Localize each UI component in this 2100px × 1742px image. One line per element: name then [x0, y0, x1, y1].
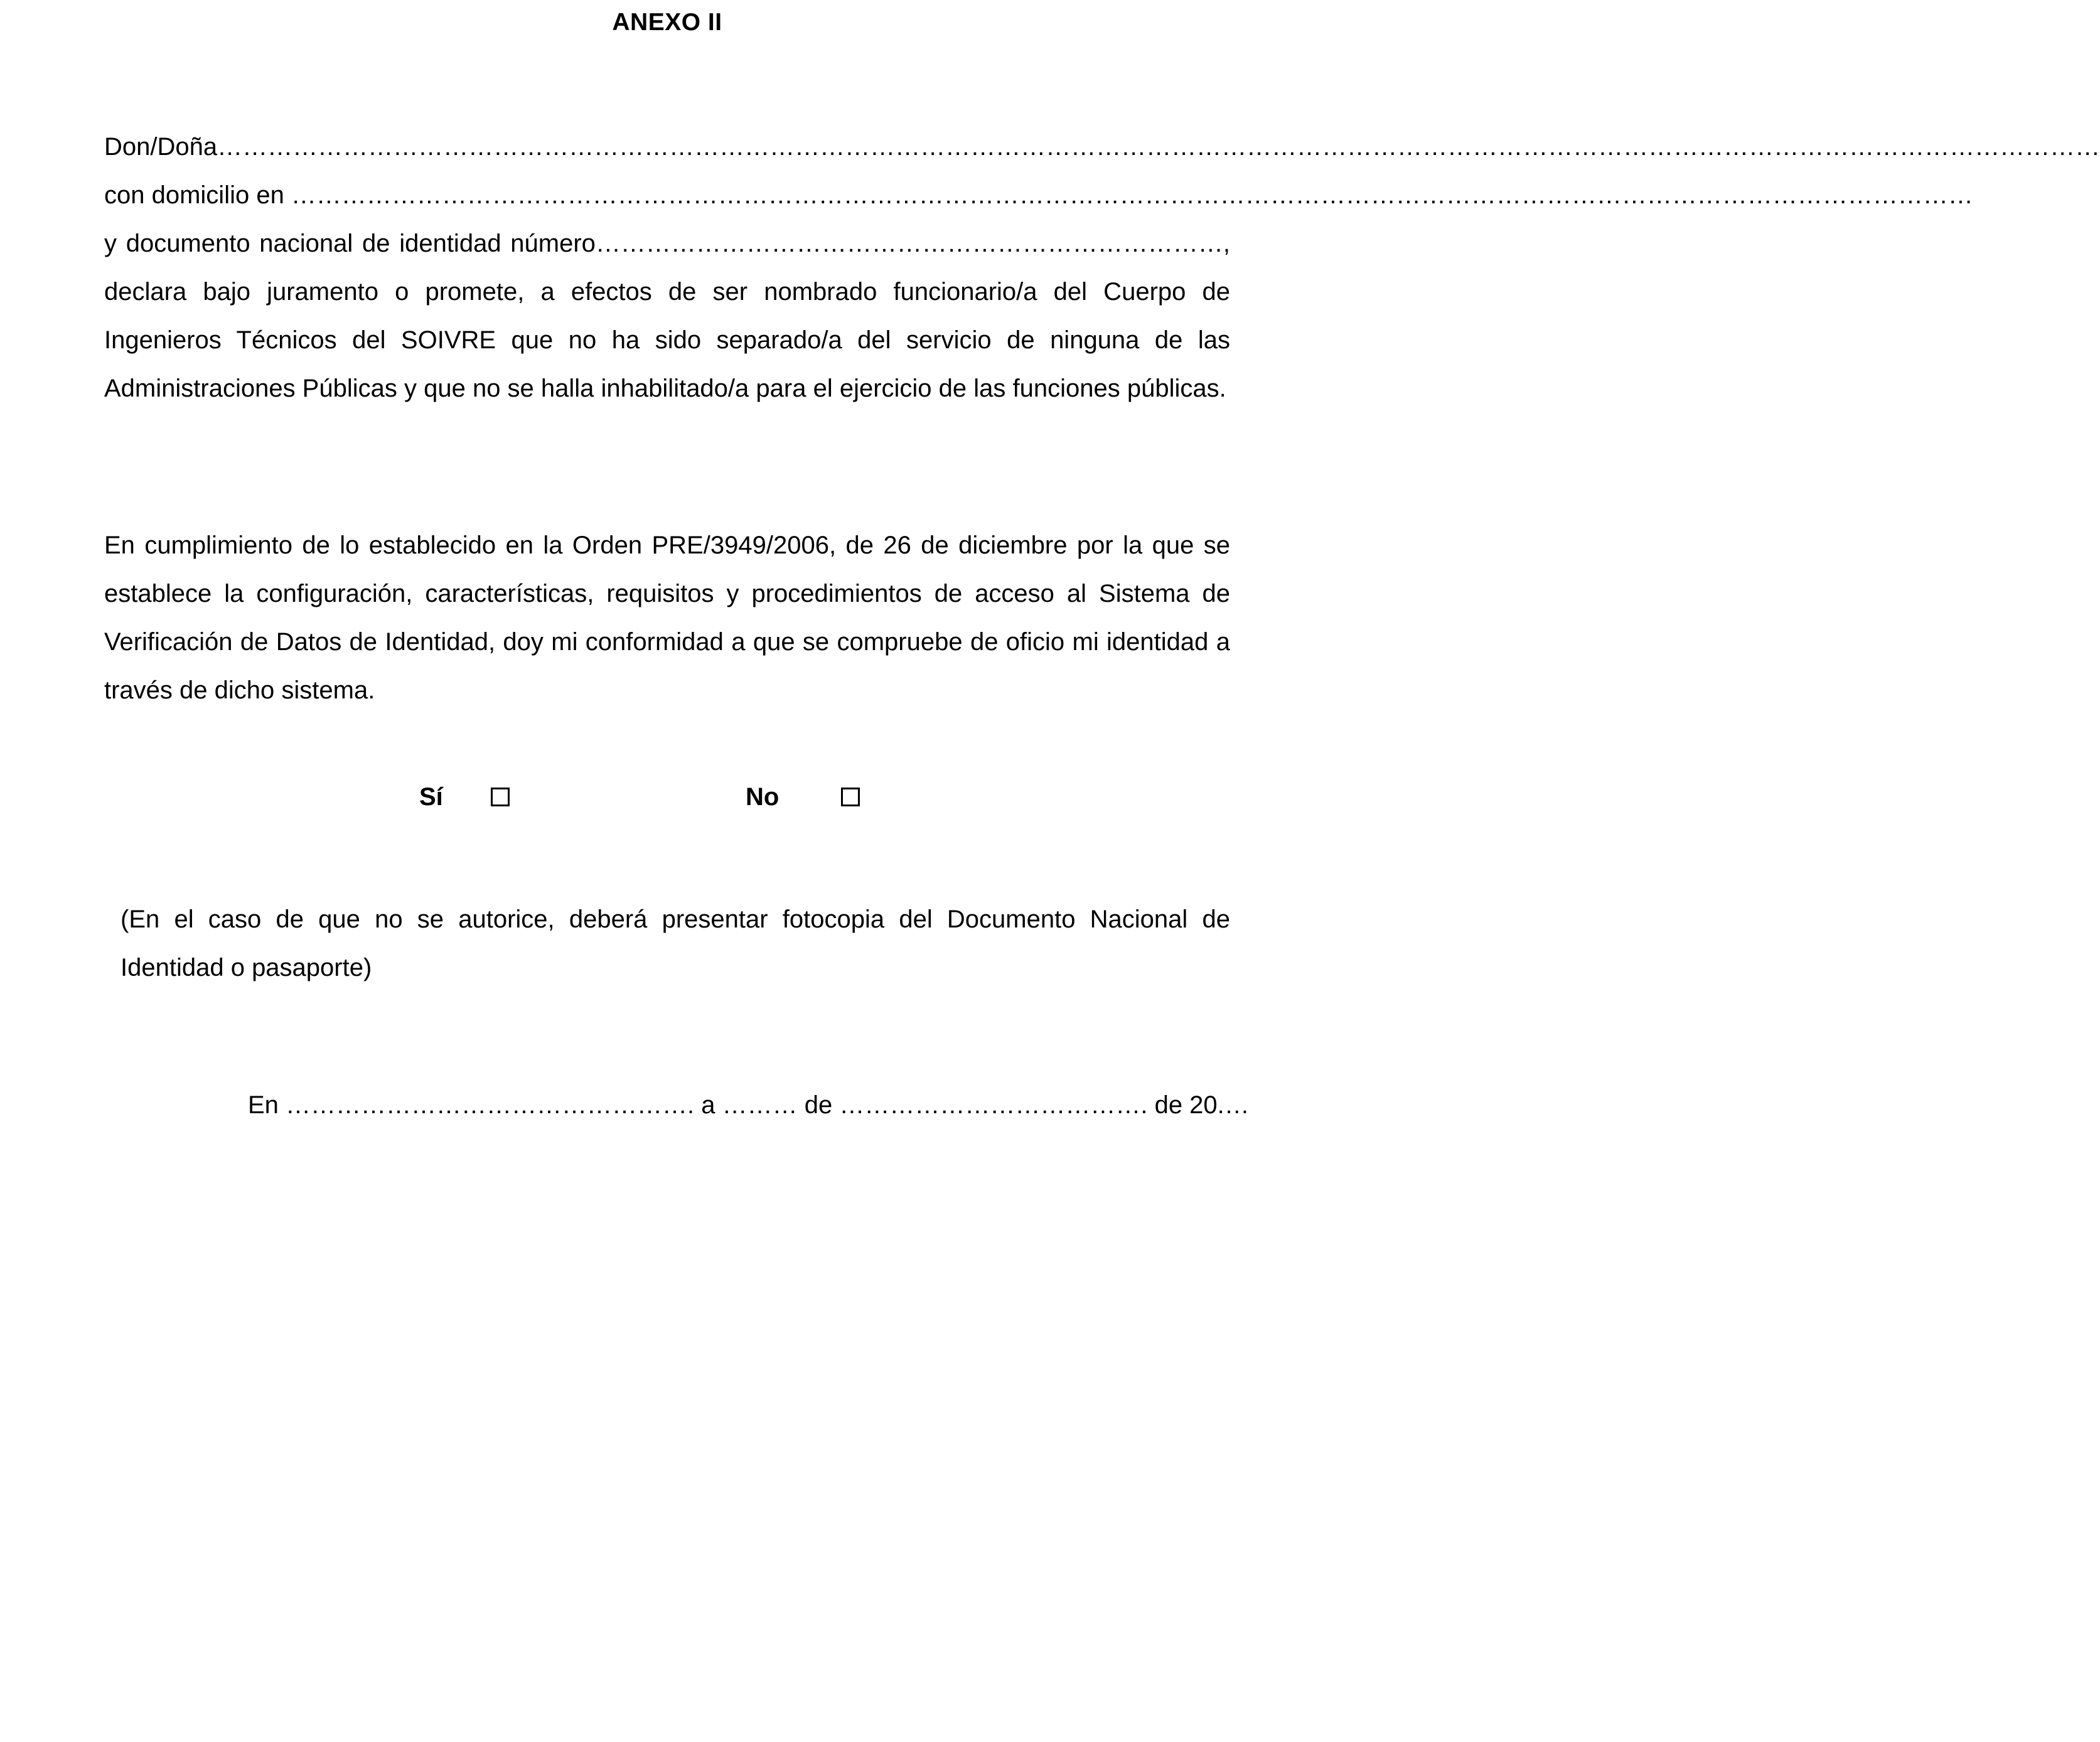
no-label: No: [746, 783, 779, 811]
no-checkbox[interactable]: [841, 788, 860, 806]
name-field-line[interactable]: Don/Doña………………………………………………………………………………………………………………………………………………………………………………………………………: [104, 133, 2100, 161]
document-title: ANEXO II: [612, 9, 722, 36]
consent-choices: [0, 778, 1334, 828]
yes-label: Sí: [419, 783, 443, 811]
address-field-line[interactable]: con domicilio en …………………………………………………………………………………………………………………………………………………………………………………: [104, 181, 1973, 209]
place-date-line[interactable]: En …………………………………………. a ……… de ………………………………. de 20.…: [248, 1091, 1250, 1119]
consent-paragraph: En cumplimiento de lo establecido en la Orden PRE/3949/2006, de 26 de diciembre por la que se establece la configuración, características, requisitos y procedimientos de acceso al Sistema de Verificación de Datos de Identidad, doy mi conformidad a que se compruebe de oficio mi identidad a través de dicho sistema.: [104, 532, 1230, 704]
declaration-paragraph: [104, 123, 2100, 413]
declaration-body: y documento nacional de identidad número…………………………………………………………………, declara bajo juramento o promete, a efectos de ser nombrado funcionario/a del Cuerpo de Ingenieros Técnicos del SOIVRE que no ha sido separado/a del servicio de ninguna de las Administraciones Públicas y que no se halla inhabilitado/a para el ejercicio de las funciones públicas.: [104, 230, 1230, 402]
yes-checkbox[interactable]: [491, 788, 510, 806]
authorization-note: (En el caso de que no se autorice, deberá presentar fotocopia del Documento Nacional de Identidad o pasaporte): [121, 906, 1230, 981]
